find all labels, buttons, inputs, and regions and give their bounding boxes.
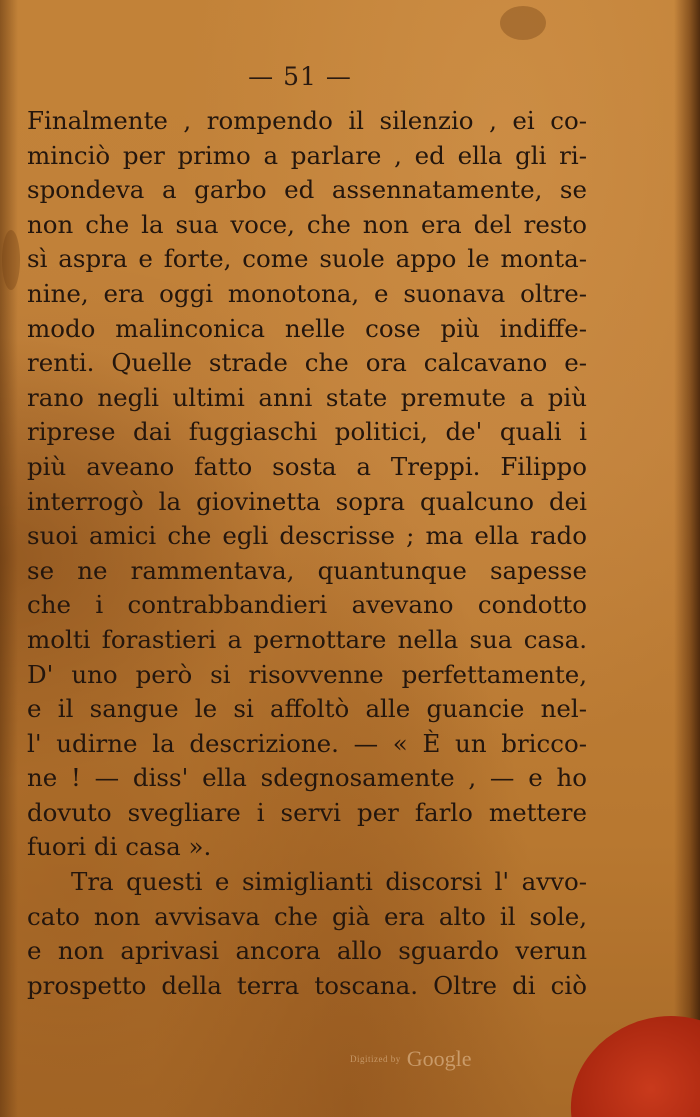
text-line: prospetto della terra toscana. Oltre di ciò: [27, 970, 587, 1000]
text-line: nine, era oggi monotona, e suonava oltre-: [27, 278, 587, 308]
text-line: cato non avvisava che già era alto il sole,: [27, 901, 587, 931]
watermark-prefix: Digitized by: [350, 1054, 401, 1064]
page-edge-shadow-right: [674, 0, 700, 1117]
text-line: sì aspra e forte, come suole appo le monta-: [27, 244, 587, 274]
text-line: spondeva a garbo ed assennatamente, se: [27, 175, 587, 205]
text-line: Tra questi e simiglianti discorsi l' avvo-: [71, 867, 587, 897]
text-line: e non aprivasi ancora allo sguardo verun: [27, 936, 587, 966]
digitization-watermark: [350, 1046, 472, 1072]
text-line: che i contrabbandieri avevano condotto: [27, 590, 587, 620]
text-line: interrogò la giovinetta sopra qualcuno dei: [27, 486, 587, 516]
text-line: e il sangue le si affoltò alle guancie nel-: [27, 694, 587, 724]
text-line: Finalmente , rompendo il silenzio , ei co-: [27, 106, 587, 135]
text-line: molti forastieri a pernottare nella sua casa.: [27, 624, 587, 654]
text-line: fuori di casa ».: [27, 832, 212, 862]
paper-stain: [2, 230, 20, 290]
paper-stain: [500, 6, 546, 40]
text-line: non che la sua voce, che non era del resto: [27, 209, 587, 239]
text-line: riprese dai fuggiaschi politici, de' quali i: [27, 417, 587, 447]
page-number: — 51 —: [248, 62, 352, 91]
text-line: D' uno però si risovvenne perfettamente,: [27, 659, 587, 689]
text-line: più aveano fatto sosta a Treppi. Filippo: [27, 451, 587, 481]
body-text: [27, 104, 587, 1003]
text-line: dovuto svegliare i servi per farlo mettere: [27, 797, 587, 827]
text-line: minciò per primo a parlare , ed ella gli ri-: [27, 140, 587, 170]
text-line: renti. Quelle strade che ora calcavano e-: [27, 348, 587, 378]
paragraph: [27, 865, 587, 1003]
text-line: suoi amici che egli descrisse ; ma ella rado: [27, 521, 587, 551]
paragraph: [27, 104, 587, 865]
text-line: l' udirne la descrizione. — « È un bricco-: [27, 728, 587, 758]
text-line: rano negli ultimi anni state premute a più: [27, 382, 587, 412]
text-line: ne ! — diss' ella sdegnosamente , — e ho: [27, 763, 587, 793]
text-line: modo malinconica nelle cose più indiffe-: [27, 313, 587, 343]
page-edge-shadow-left: [0, 0, 18, 1117]
text-line: se ne rammentava, quantunque sapesse: [27, 555, 587, 585]
google-logo: Google: [406, 1046, 472, 1071]
